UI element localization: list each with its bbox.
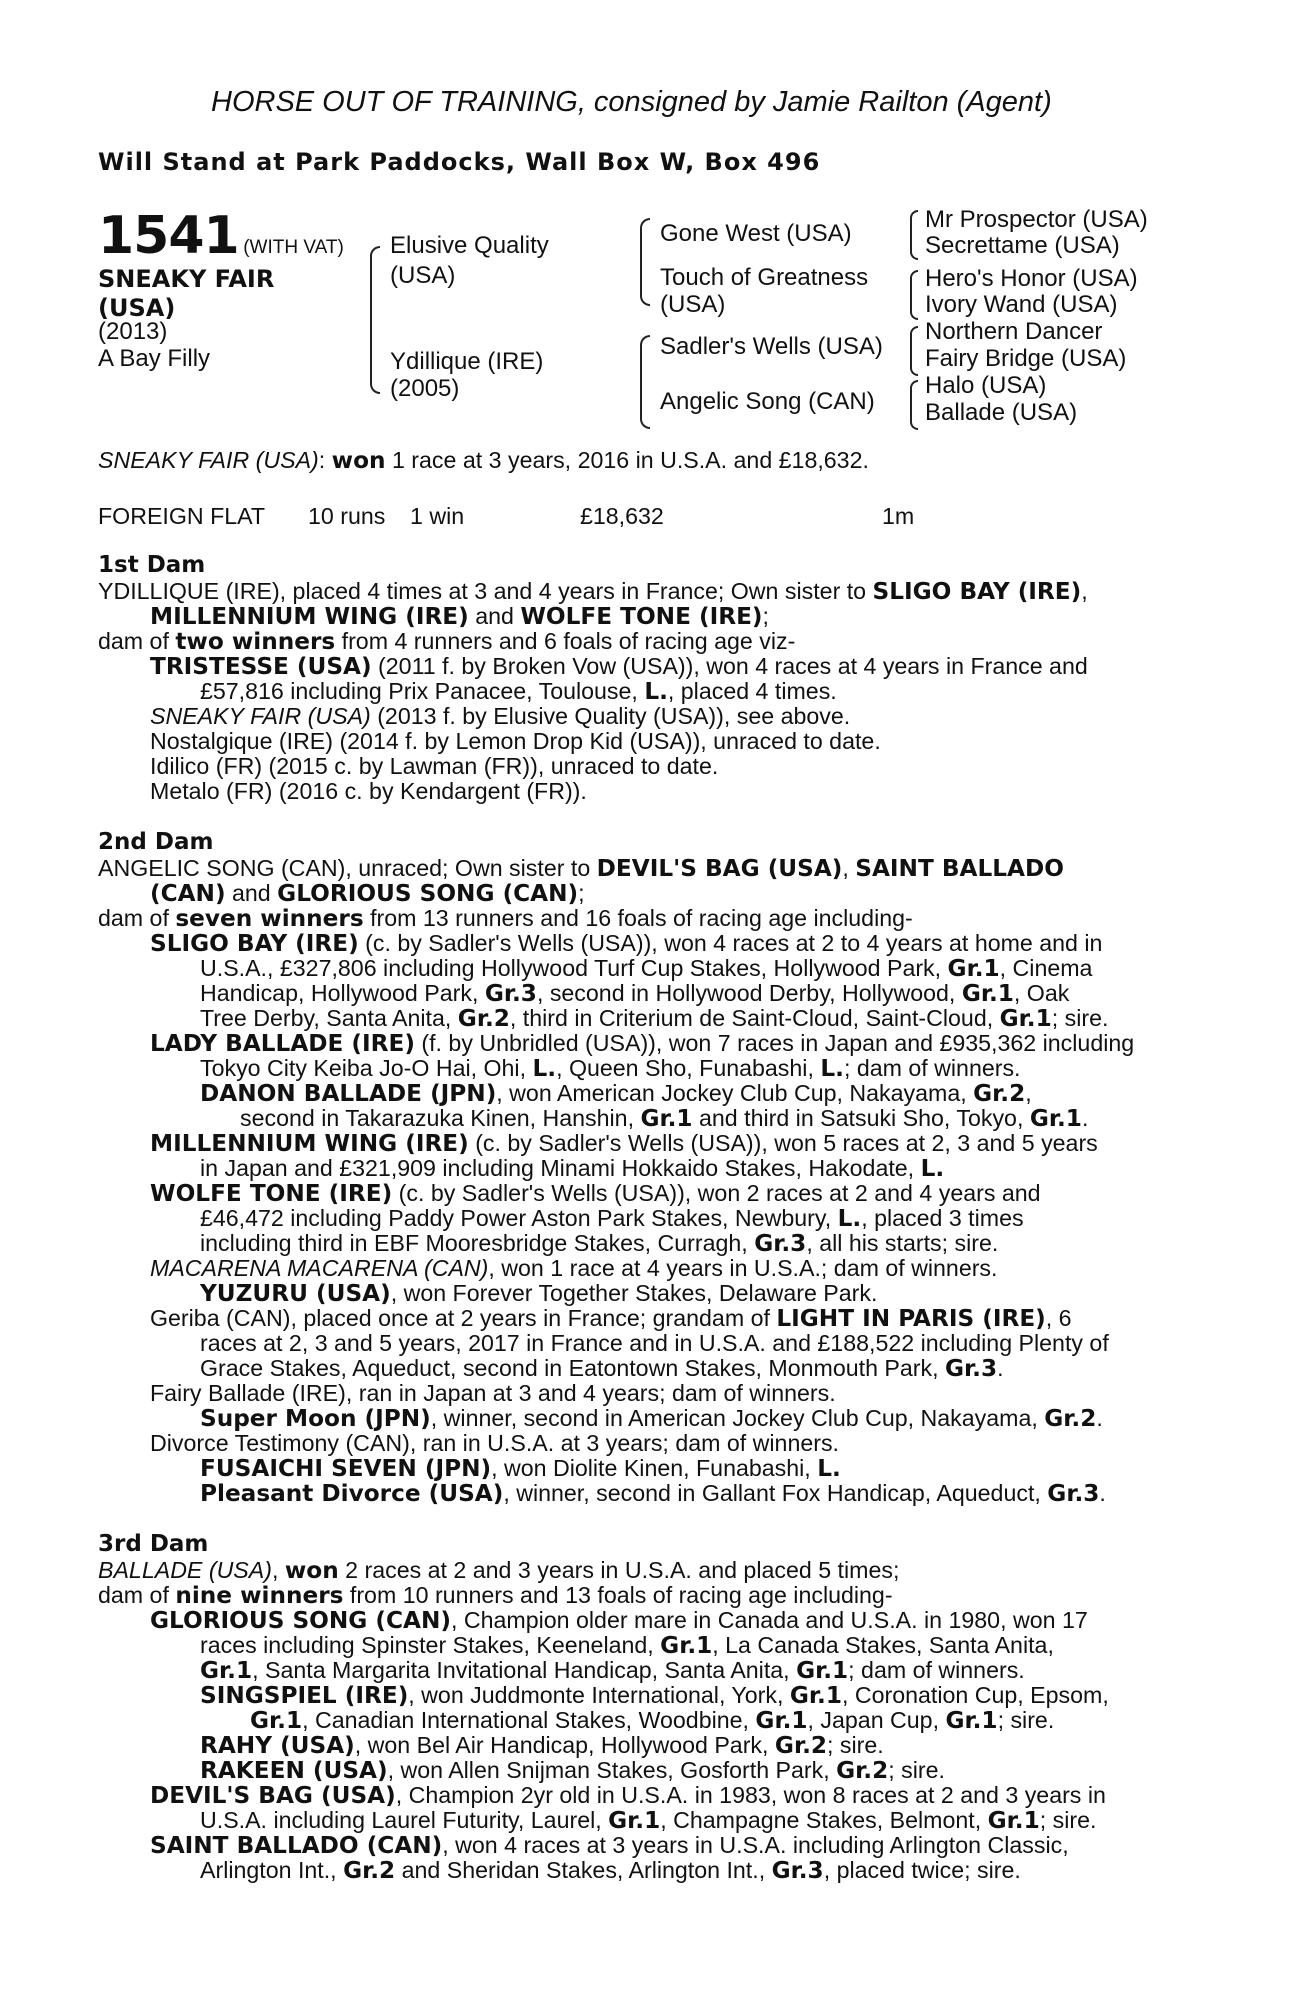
sire-line2: (USA): [390, 262, 456, 289]
dam2-line: [150, 1256, 997, 1282]
dd-dam: Ballade (USA): [925, 399, 1078, 426]
dam2-line: [150, 881, 585, 907]
dam3-line: [150, 1833, 1069, 1859]
bold-text-run: L.: [532, 1055, 557, 1082]
text-run: ,: [271, 1557, 285, 1583]
race-summary: [98, 448, 869, 474]
text-run: , all his starts; sire.: [806, 1230, 999, 1256]
text-run: , winner, second in Gallant Fox Handicap, Aqueduct,: [503, 1480, 1048, 1506]
text-run: , winner, second in American Jockey Club Cup, Nakayama,: [430, 1405, 1045, 1431]
text-run: £57,816 including Prix Panacee, Toulouse,: [200, 678, 645, 704]
dam1-line: [98, 579, 1202, 605]
text-run: Tree Derby, Santa Anita,: [200, 1005, 458, 1031]
dam2-line: [150, 931, 1102, 957]
bold-text-run: nine winners: [175, 1582, 344, 1609]
ds-dam: Fairy Bridge (USA): [925, 345, 1127, 372]
foaling-year: (2013): [98, 318, 168, 345]
text-run: £46,472 including Paddy Power Aston Park Stakes, Newbury,: [200, 1205, 838, 1231]
dam2-line: [200, 1481, 1106, 1507]
text-run: (c. by Sadler's Wells (USA)), won 4 races at 2 to 4 years at home and in: [358, 930, 1103, 956]
text-run: .: [1096, 1405, 1103, 1431]
dam2-line: races at 2, 3 and 5 years, 2017 in France and in U.S.A. and £188,522 including Plenty of: [200, 1330, 1109, 1356]
bold-text-run: WOLFE TONE (IRE): [150, 1180, 393, 1207]
bold-text-run: Gr.1: [250, 1707, 303, 1734]
text-run: from 13 runners and 16 foals of racing age including-: [363, 905, 913, 931]
bold-text-run: DANON BALLADE (JPN): [200, 1080, 497, 1107]
dam2-line: [200, 1206, 1024, 1232]
text-run: ; sire.: [1039, 1807, 1097, 1833]
bold-text-run: DEVIL'S BAG (USA): [596, 855, 843, 882]
bold-text-run: L.: [644, 678, 668, 705]
text-run: .: [1099, 1480, 1106, 1506]
bold-text-run: SLIGO BAY (IRE): [150, 930, 359, 957]
bold-text-run: Gr.1: [789, 1682, 842, 1709]
bold-text-run: (CAN): [150, 880, 226, 907]
text-run: .: [1081, 1105, 1089, 1131]
text-run: ANGELIC SONG (CAN), unraced; Own sister to: [98, 855, 597, 881]
text-run: Grace Stakes, Aqueduct, second in Eatontown Stakes, Monmouth Park,: [200, 1355, 945, 1381]
text-run: .: [997, 1355, 1004, 1381]
bold-text-run: Gr.1: [999, 1005, 1052, 1032]
text-run: ; sire.: [997, 1707, 1055, 1733]
bold-text-run: Gr.2: [774, 1732, 828, 1759]
dam2-line: [200, 1056, 1021, 1082]
text-run: U.S.A., £327,806 including Hollywood Turf Cup Stakes, Hollywood Park,: [200, 955, 948, 981]
text-run: , La Canada Stakes, Santa Anita,: [712, 1632, 1054, 1658]
text-run: , Cinema: [999, 955, 1093, 981]
text-run: (f. by Unbridled (USA)), won 7 races in Japan and £935,362 including: [414, 1030, 1135, 1056]
bold-text-run: GLORIOUS SONG (CAN): [277, 880, 579, 907]
text-run: ;: [578, 880, 585, 906]
text-run: (c. by Sadler's Wells (USA)), won 5 races at 2, 3 and 5 years: [468, 1130, 1098, 1156]
sd-sire: Hero's Honor (USA): [925, 265, 1138, 292]
dam2-line: [98, 856, 1064, 882]
consignor-title: HORSE OUT OF TRAINING, consigned by Jamie Railton (Agent): [211, 86, 1052, 118]
text-run: , Canadian International Stakes, Woodbine,: [302, 1707, 756, 1733]
text-run: second in Takarazuka Kinen, Hanshin,: [240, 1105, 641, 1131]
italic-text-run: MACARENA MACARENA (CAN): [150, 1255, 489, 1281]
bold-text-run: LADY BALLADE (IRE): [150, 1030, 415, 1057]
bold-text-run: Pleasant Divorce (USA): [200, 1480, 504, 1507]
bold-text-run: Gr.2: [1044, 1405, 1097, 1432]
record-distance: 1m: [882, 503, 915, 529]
bold-text-run: Gr.1: [961, 980, 1014, 1007]
text-run: dam of: [98, 628, 176, 654]
bold-text-run: Gr.1: [1029, 1105, 1082, 1132]
dam2-line: [200, 1231, 998, 1257]
dam3-line: [250, 1708, 1054, 1734]
text-run: Arlington Int.,: [200, 1857, 344, 1883]
text-run: , second in Hollywood Derby, Hollywood,: [536, 980, 962, 1006]
dam1-line: [150, 704, 850, 730]
dam3-line: [200, 1808, 1096, 1834]
text-run: , Champagne Stakes, Belmont,: [660, 1807, 988, 1833]
bold-text-run: SAINT BALLADO (CAN): [150, 1832, 443, 1859]
dam1-line: Metalo (FR) (2016 c. by Kendargent (FR)).: [150, 778, 587, 804]
bold-text-run: RAKEEN (USA): [200, 1757, 388, 1784]
first-dam-heading: 1st Dam: [98, 552, 206, 578]
dam-line1: Ydillique (IRE): [390, 348, 544, 375]
bold-text-run: L.: [837, 1205, 862, 1232]
text-run: ,: [1025, 1080, 1032, 1106]
text-run: , won Allen Snijman Stakes, Gosforth Park,: [387, 1757, 837, 1783]
bold-text-run: Gr.2: [836, 1757, 889, 1784]
brace-g2: [910, 270, 918, 320]
dam2-line: [200, 1406, 1103, 1432]
dam2-line: Fairy Ballade (IRE), ran in Japan at 3 and 4 years; dam of winners.: [150, 1380, 836, 1406]
lot-number: 1541: [98, 206, 239, 266]
horse-name-line2: (USA): [98, 294, 176, 322]
dam3-line: [200, 1858, 1021, 1884]
text-run: , won Forever Together Stakes, Delaware Park.: [390, 1280, 878, 1306]
horse-description: A Bay Filly: [98, 345, 211, 372]
dam2-line: [200, 1156, 944, 1182]
dam3-line: [200, 1758, 945, 1784]
horse-name-line1: SNEAKY FAIR: [98, 265, 275, 293]
text-run: ;: [762, 603, 769, 629]
text-run: , won Bel Air Handicap, Hollywood Park,: [354, 1732, 775, 1758]
text-run: U.S.A. including Laurel Futurity, Laurel,: [200, 1807, 609, 1833]
text-run: ,: [842, 855, 856, 881]
text-run: including third in EBF Mooresbridge Stakes, Curragh,: [200, 1230, 755, 1256]
text-run: , Champion older mare in Canada and U.S.A. in 1980, won 17: [450, 1607, 1088, 1633]
text-run: Geriba (CAN), placed once at 2 years in France; grandam of: [150, 1305, 777, 1331]
dam2-line: [200, 1456, 841, 1482]
record-wins: 1 win: [410, 503, 465, 529]
brace-g3: [910, 326, 918, 376]
text-run: and: [225, 880, 278, 906]
dam3-line: [200, 1633, 1054, 1659]
text-run: , won 4 races at 3 years in U.S.A. including Arlington Classic,: [442, 1832, 1069, 1858]
bold-text-run: Gr.1: [200, 1657, 253, 1684]
bold-text-run: Gr.1: [660, 1632, 713, 1659]
text-run: dam of: [98, 1582, 176, 1608]
ss-dam: Secrettame (USA): [925, 232, 1120, 259]
text-run: , placed twice; sire.: [823, 1857, 1021, 1883]
second-dam-heading: 2nd Dam: [98, 829, 214, 855]
bold-text-run: L.: [920, 1155, 945, 1182]
record-type: FOREIGN FLAT: [98, 503, 266, 529]
text-run: , placed 4 times.: [667, 678, 837, 704]
text-run: , Coronation Cup, Epsom,: [841, 1682, 1109, 1708]
text-run: , won American Jockey Club Cup, Nakayama,: [496, 1080, 974, 1106]
dam-sire: Sadler's Wells (USA): [660, 333, 883, 360]
text-run: ; sire.: [1051, 1005, 1109, 1031]
text-run: (c. by Sadler's Wells (USA)), won 2 races at 2 and 4 years and: [392, 1180, 1041, 1206]
text-run: , Oak: [1013, 980, 1070, 1006]
dam3-line: [200, 1683, 1109, 1709]
sire-dam-line1: Touch of Greatness: [660, 264, 869, 291]
text-run: :: [318, 447, 326, 473]
dam2-line: [200, 1281, 877, 1307]
bold-text-run: Gr.3: [771, 1857, 824, 1884]
dam2-line: Divorce Testimony (CAN), ran in U.S.A. at 3 years; dam of winners.: [150, 1430, 839, 1456]
text-run: (2011 f. by Broken Vow (USA)), won 4 races at 4 years in France and: [371, 653, 1088, 679]
italic-text-run: BALLADE (USA): [98, 1557, 272, 1583]
dam2-line: [200, 1081, 1032, 1107]
text-run: , won 1 race at 4 years in U.S.A.; dam of winners.: [488, 1255, 998, 1281]
text-run: Handicap, Hollywood Park,: [200, 980, 485, 1006]
dam2-line: [150, 1306, 1072, 1332]
bold-text-run: seven winners: [175, 905, 364, 932]
text-run: ,: [1081, 578, 1088, 604]
bold-text-run: Gr.2: [343, 1857, 396, 1884]
dam-parents-brace: [640, 335, 650, 429]
dam3-line: [98, 1558, 899, 1584]
bold-text-run: YUZURU (USA): [200, 1280, 391, 1307]
record-runs: 10 runs: [308, 503, 386, 529]
dam-line2: (2005): [390, 375, 460, 402]
dd-sire: Halo (USA): [925, 372, 1047, 399]
bold-text-run: Gr.2: [457, 1005, 510, 1032]
bold-text-run: Gr.3: [1047, 1480, 1100, 1507]
bold-text-run: two winners: [175, 628, 336, 655]
sire-parents-brace: [640, 218, 650, 306]
sire-sire: Gone West (USA): [660, 220, 852, 247]
text-run: ; dam of winners.: [843, 1055, 1021, 1081]
dam3-line: [200, 1733, 884, 1759]
text-run: YDILLIQUE (IRE), placed 4 times at 3 and 4 years in France; Own sister to: [98, 578, 873, 604]
dam2-line: [200, 1006, 1108, 1032]
bold-text-run: MILLENNIUM WING (IRE): [150, 1130, 469, 1157]
text-run: , Champion 2yr old in U.S.A. in 1983, won 8 races at 2 and 3 years in: [395, 1782, 1106, 1808]
italic-text-run: SNEAKY FAIR (USA): [98, 447, 319, 473]
vat-label: (WITH VAT): [243, 237, 344, 258]
italic-text-run: SNEAKY FAIR (USA): [150, 703, 371, 729]
bold-text-run: RAHY (USA): [200, 1732, 355, 1759]
bold-text-run: Gr.1: [640, 1105, 693, 1132]
bold-text-run: LIGHT IN PARIS (IRE): [776, 1305, 1046, 1332]
text-run: 1 race at 3 years, 2016 in U.S.A. and £18,632.: [385, 447, 869, 473]
text-run: and: [468, 603, 521, 629]
ds-sire: Northern Dancer: [925, 318, 1103, 345]
bold-text-run: won: [284, 1557, 339, 1584]
bold-text-run: Gr.1: [608, 1807, 661, 1834]
bold-text-run: SLIGO BAY (IRE): [872, 578, 1082, 605]
text-run: from 10 runners and 13 foals of racing age including-: [343, 1582, 893, 1608]
text-run: ; sire.: [888, 1757, 945, 1783]
dam2-line: [200, 981, 1069, 1007]
text-run: ; sire.: [827, 1732, 884, 1758]
bold-text-run: Gr.1: [755, 1707, 808, 1734]
dam2-line: [240, 1106, 1088, 1132]
bold-text-run: MILLENNIUM WING (IRE): [150, 603, 469, 630]
bold-text-run: SINGSPIEL (IRE): [200, 1682, 409, 1709]
bold-text-run: L.: [817, 1455, 841, 1482]
dam1-line: [200, 679, 837, 705]
text-run: and Sheridan Stakes, Arlington Int.,: [395, 1857, 772, 1883]
ss-sire: Mr Prospector (USA): [925, 206, 1148, 233]
stand-location: Will Stand at Park Paddocks, Wall Box W, Box 496: [98, 148, 821, 176]
dam1-line: Idilico (FR) (2015 c. by Lawman (FR)), unraced to date.: [150, 753, 719, 779]
sd-dam: Ivory Wand (USA): [925, 291, 1118, 318]
text-run: races including Spinster Stakes, Keeneland,: [200, 1632, 661, 1658]
bold-text-run: TRISTESSE (USA): [150, 653, 372, 680]
text-run: 2 races at 2 and 3 years in U.S.A. and placed 5 times;: [338, 1557, 900, 1583]
text-run: , placed 3 times: [861, 1205, 1024, 1231]
bold-text-run: GLORIOUS SONG (CAN): [150, 1607, 451, 1634]
bold-text-run: won: [331, 447, 386, 474]
bold-text-run: FUSAICHI SEVEN (JPN): [200, 1455, 492, 1482]
third-dam-heading: 3rd Dam: [98, 1531, 209, 1557]
brace-g4: [910, 380, 918, 430]
dam1-line: [150, 604, 769, 630]
brace-g1: [910, 210, 918, 260]
bold-text-run: Gr.1: [947, 955, 1000, 982]
bold-text-run: Gr.1: [796, 1657, 849, 1684]
dam3-line: [98, 1583, 893, 1609]
bold-text-run: Gr.1: [987, 1807, 1040, 1834]
text-run: [98, 579, 1088, 605]
text-run: , Santa Margarita Invitational Handicap, Santa Anita,: [252, 1657, 797, 1683]
dam2-line: [200, 1356, 1004, 1382]
dam3-line: [200, 1658, 1025, 1684]
dam1-line: [98, 629, 795, 655]
text-run: , Queen Sho, Funabashi,: [556, 1055, 821, 1081]
dam-dam: Angelic Song (CAN): [660, 388, 875, 415]
sire-line1: Elusive Quality: [390, 232, 549, 259]
dam3-line: [150, 1608, 1088, 1634]
text-run: ; dam of winners.: [848, 1657, 1025, 1683]
bold-text-run: Gr.2: [973, 1080, 1026, 1107]
dam1-line: [150, 654, 1088, 680]
text-run: Tokyo City Keiba Jo-O Hai, Ohi,: [200, 1055, 533, 1081]
dam2-line: [200, 956, 1092, 982]
bold-text-run: L.: [820, 1055, 844, 1082]
dam2-line: [98, 906, 913, 932]
bold-text-run: SAINT BALLADO: [855, 855, 1064, 882]
text-run: , 6: [1045, 1305, 1072, 1331]
text-run: , won Diolite Kinen, Funabashi,: [491, 1455, 818, 1481]
text-run: , third in Criterium de Saint-Cloud, Saint-Cloud,: [509, 1005, 1000, 1031]
dam2-line: [150, 1181, 1041, 1207]
lot-number-row: [98, 206, 344, 266]
bold-text-run: Gr.3: [484, 980, 537, 1007]
text-run: , Japan Cup,: [807, 1707, 946, 1733]
record-earnings: £18,632: [580, 503, 664, 529]
bold-text-run: DEVIL'S BAG (USA): [150, 1782, 396, 1809]
sire-dam-line2: (USA): [660, 291, 726, 318]
text-run: and third in Satsuki Sho, Tokyo,: [692, 1105, 1030, 1131]
text-run: (2013 f. by Elusive Quality (USA)), see above.: [370, 703, 851, 729]
dam2-line: [150, 1031, 1134, 1057]
bold-text-run: Gr.1: [945, 1707, 998, 1734]
bold-text-run: Gr.3: [945, 1355, 998, 1382]
dam1-line: Nostalgique (IRE) (2014 f. by Lemon Drop Kid (USA)), unraced to date.: [150, 728, 881, 754]
sire-dam-brace: [370, 246, 380, 394]
bold-text-run: Gr.3: [754, 1230, 807, 1257]
text-run: dam of: [98, 905, 176, 931]
bold-text-run: Super Moon (JPN): [200, 1405, 431, 1432]
dam2-line: [150, 1131, 1098, 1157]
bold-text-run: WOLFE TONE (IRE): [520, 603, 763, 630]
dam3-line: [150, 1783, 1106, 1809]
text-run: from 4 runners and 6 foals of racing age viz-: [335, 628, 796, 654]
text-run: , won Juddmonte International, York,: [408, 1682, 790, 1708]
text-run: in Japan and £321,909 including Minami Hokkaido Stakes, Hakodate,: [200, 1155, 921, 1181]
